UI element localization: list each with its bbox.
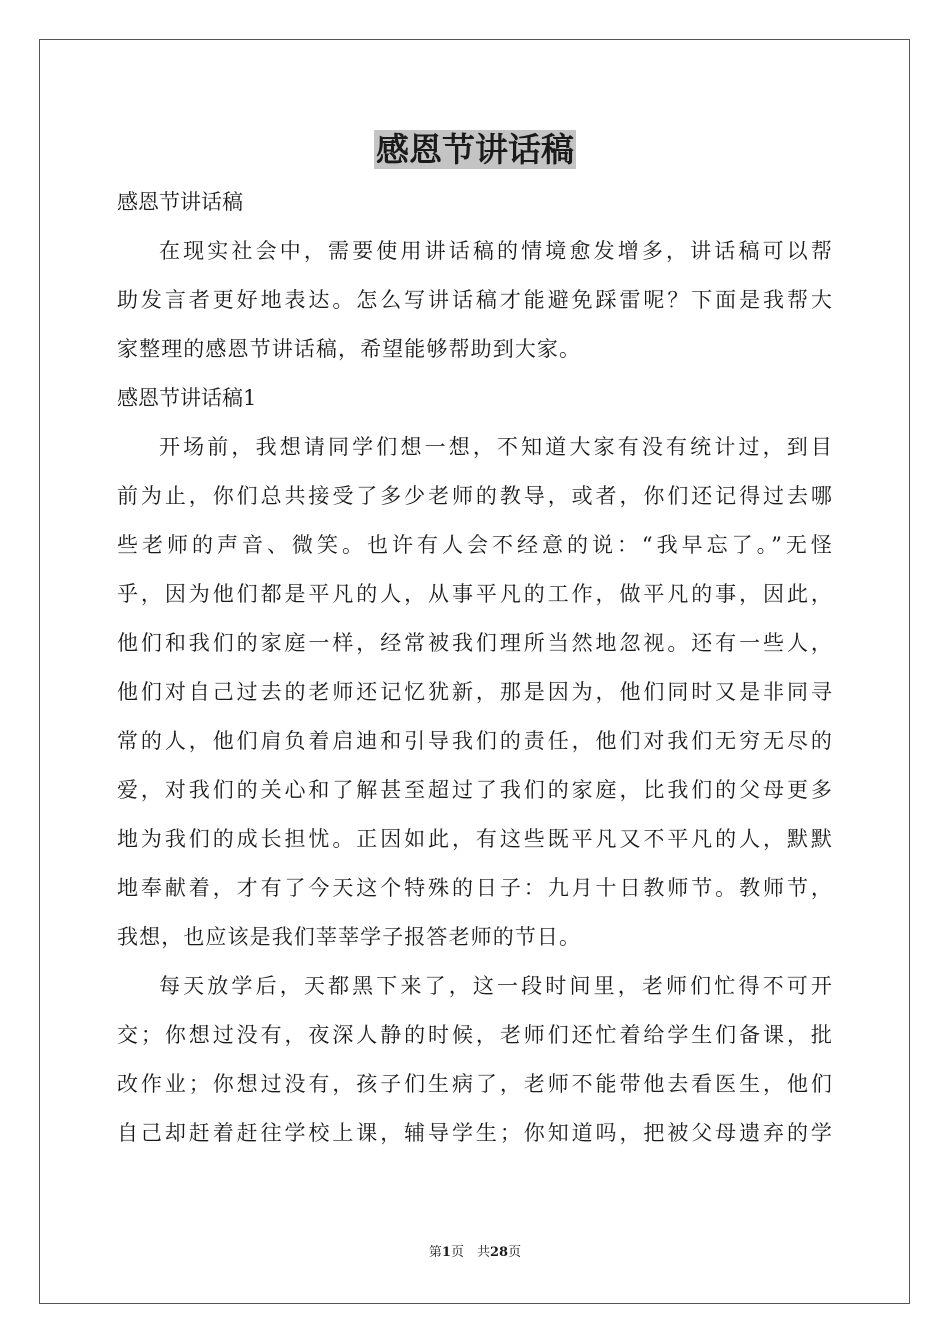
paragraph-line: 他们对自己过去的老师还记忆犹新，那是因为，他们同时又是非同寻 bbox=[117, 680, 833, 704]
paragraph-line: 常的人，他们肩负着启迪和引导我们的责任，他们对我们无穷无尽的 bbox=[117, 729, 833, 753]
intro-paragraph bbox=[117, 227, 833, 374]
paragraph-line: 自己却赶着赶往学校上课，辅导学生；你知道吗，把被父母遗弃的学 bbox=[117, 1121, 833, 1145]
document-body bbox=[117, 178, 833, 1158]
intro-line: 助发言者更好地表达。怎么写讲话稿才能避免踩雷呢？下面是我帮大 bbox=[117, 288, 833, 312]
paragraph-line: 地为我们的成长担忧。正因如此，有这些既平凡又不平凡的人，默默 bbox=[117, 827, 833, 851]
paragraph-line: 每天放学后，天都黑下来了，这一段时间里，老师们忙得不可开 bbox=[159, 974, 833, 998]
subtitle: 感恩节讲话稿 bbox=[117, 190, 243, 214]
current-page-number: 1 bbox=[441, 1245, 451, 1260]
paragraph-line: 前为止，你们总共接受了多少老师的教导，或者，你们还记得过去哪 bbox=[117, 484, 833, 508]
total-page-count: 28 bbox=[489, 1245, 509, 1260]
paragraph-line: 爱，对我们的关心和了解甚至超过了我们的家庭，比我们的父母更多 bbox=[117, 778, 833, 802]
paragraph-line: 改作业；你想过没有，孩子们生病了，老师不能带他去看医生，他们 bbox=[117, 1072, 833, 1096]
paragraph-line: 些老师的声音、微笑。也许有人会不经意的说：“我早忘了。”无怪 bbox=[117, 533, 833, 557]
paragraph-line: 交；你想过没有，夜深人静的时候，老师们还忙着给学生们备课，批 bbox=[117, 1023, 833, 1047]
section-heading: 感恩节讲话稿1 bbox=[117, 386, 257, 410]
footer-prefix: 第 bbox=[428, 1245, 442, 1260]
document-title-text: 感恩节讲话稿 bbox=[376, 130, 574, 169]
paragraph-line: 地奉献着，才有了今天这个特殊的日子：九月十日教师节。教师节， bbox=[117, 876, 833, 900]
page-footer bbox=[0, 1244, 950, 1262]
paragraph-line: 开场前，我想请同学们想一想，不知道大家有没有统计过，到目 bbox=[159, 435, 833, 459]
paragraph-2 bbox=[117, 962, 833, 1158]
paragraph-line: 他们和我们的家庭一样，经常被我们理所当然地忽视。还有一些人， bbox=[117, 631, 833, 655]
document-title bbox=[0, 128, 950, 172]
footer-middle: 页 共 bbox=[450, 1245, 490, 1260]
footer-suffix: 页 bbox=[508, 1245, 522, 1260]
paragraph-line: 乎，因为他们都是平凡的人，从事平凡的工作，做平凡的事，因此， bbox=[117, 582, 833, 606]
intro-line: 家整理的感恩节讲话稿，希望能够帮助到大家。 bbox=[117, 337, 582, 361]
paragraph-line: 我想，也应该是我们莘莘学子报答老师的节日。 bbox=[117, 925, 582, 949]
intro-line: 在现实社会中，需要使用讲话稿的情境愈发增多，讲话稿可以帮 bbox=[159, 239, 833, 263]
paragraph-1 bbox=[117, 423, 833, 962]
